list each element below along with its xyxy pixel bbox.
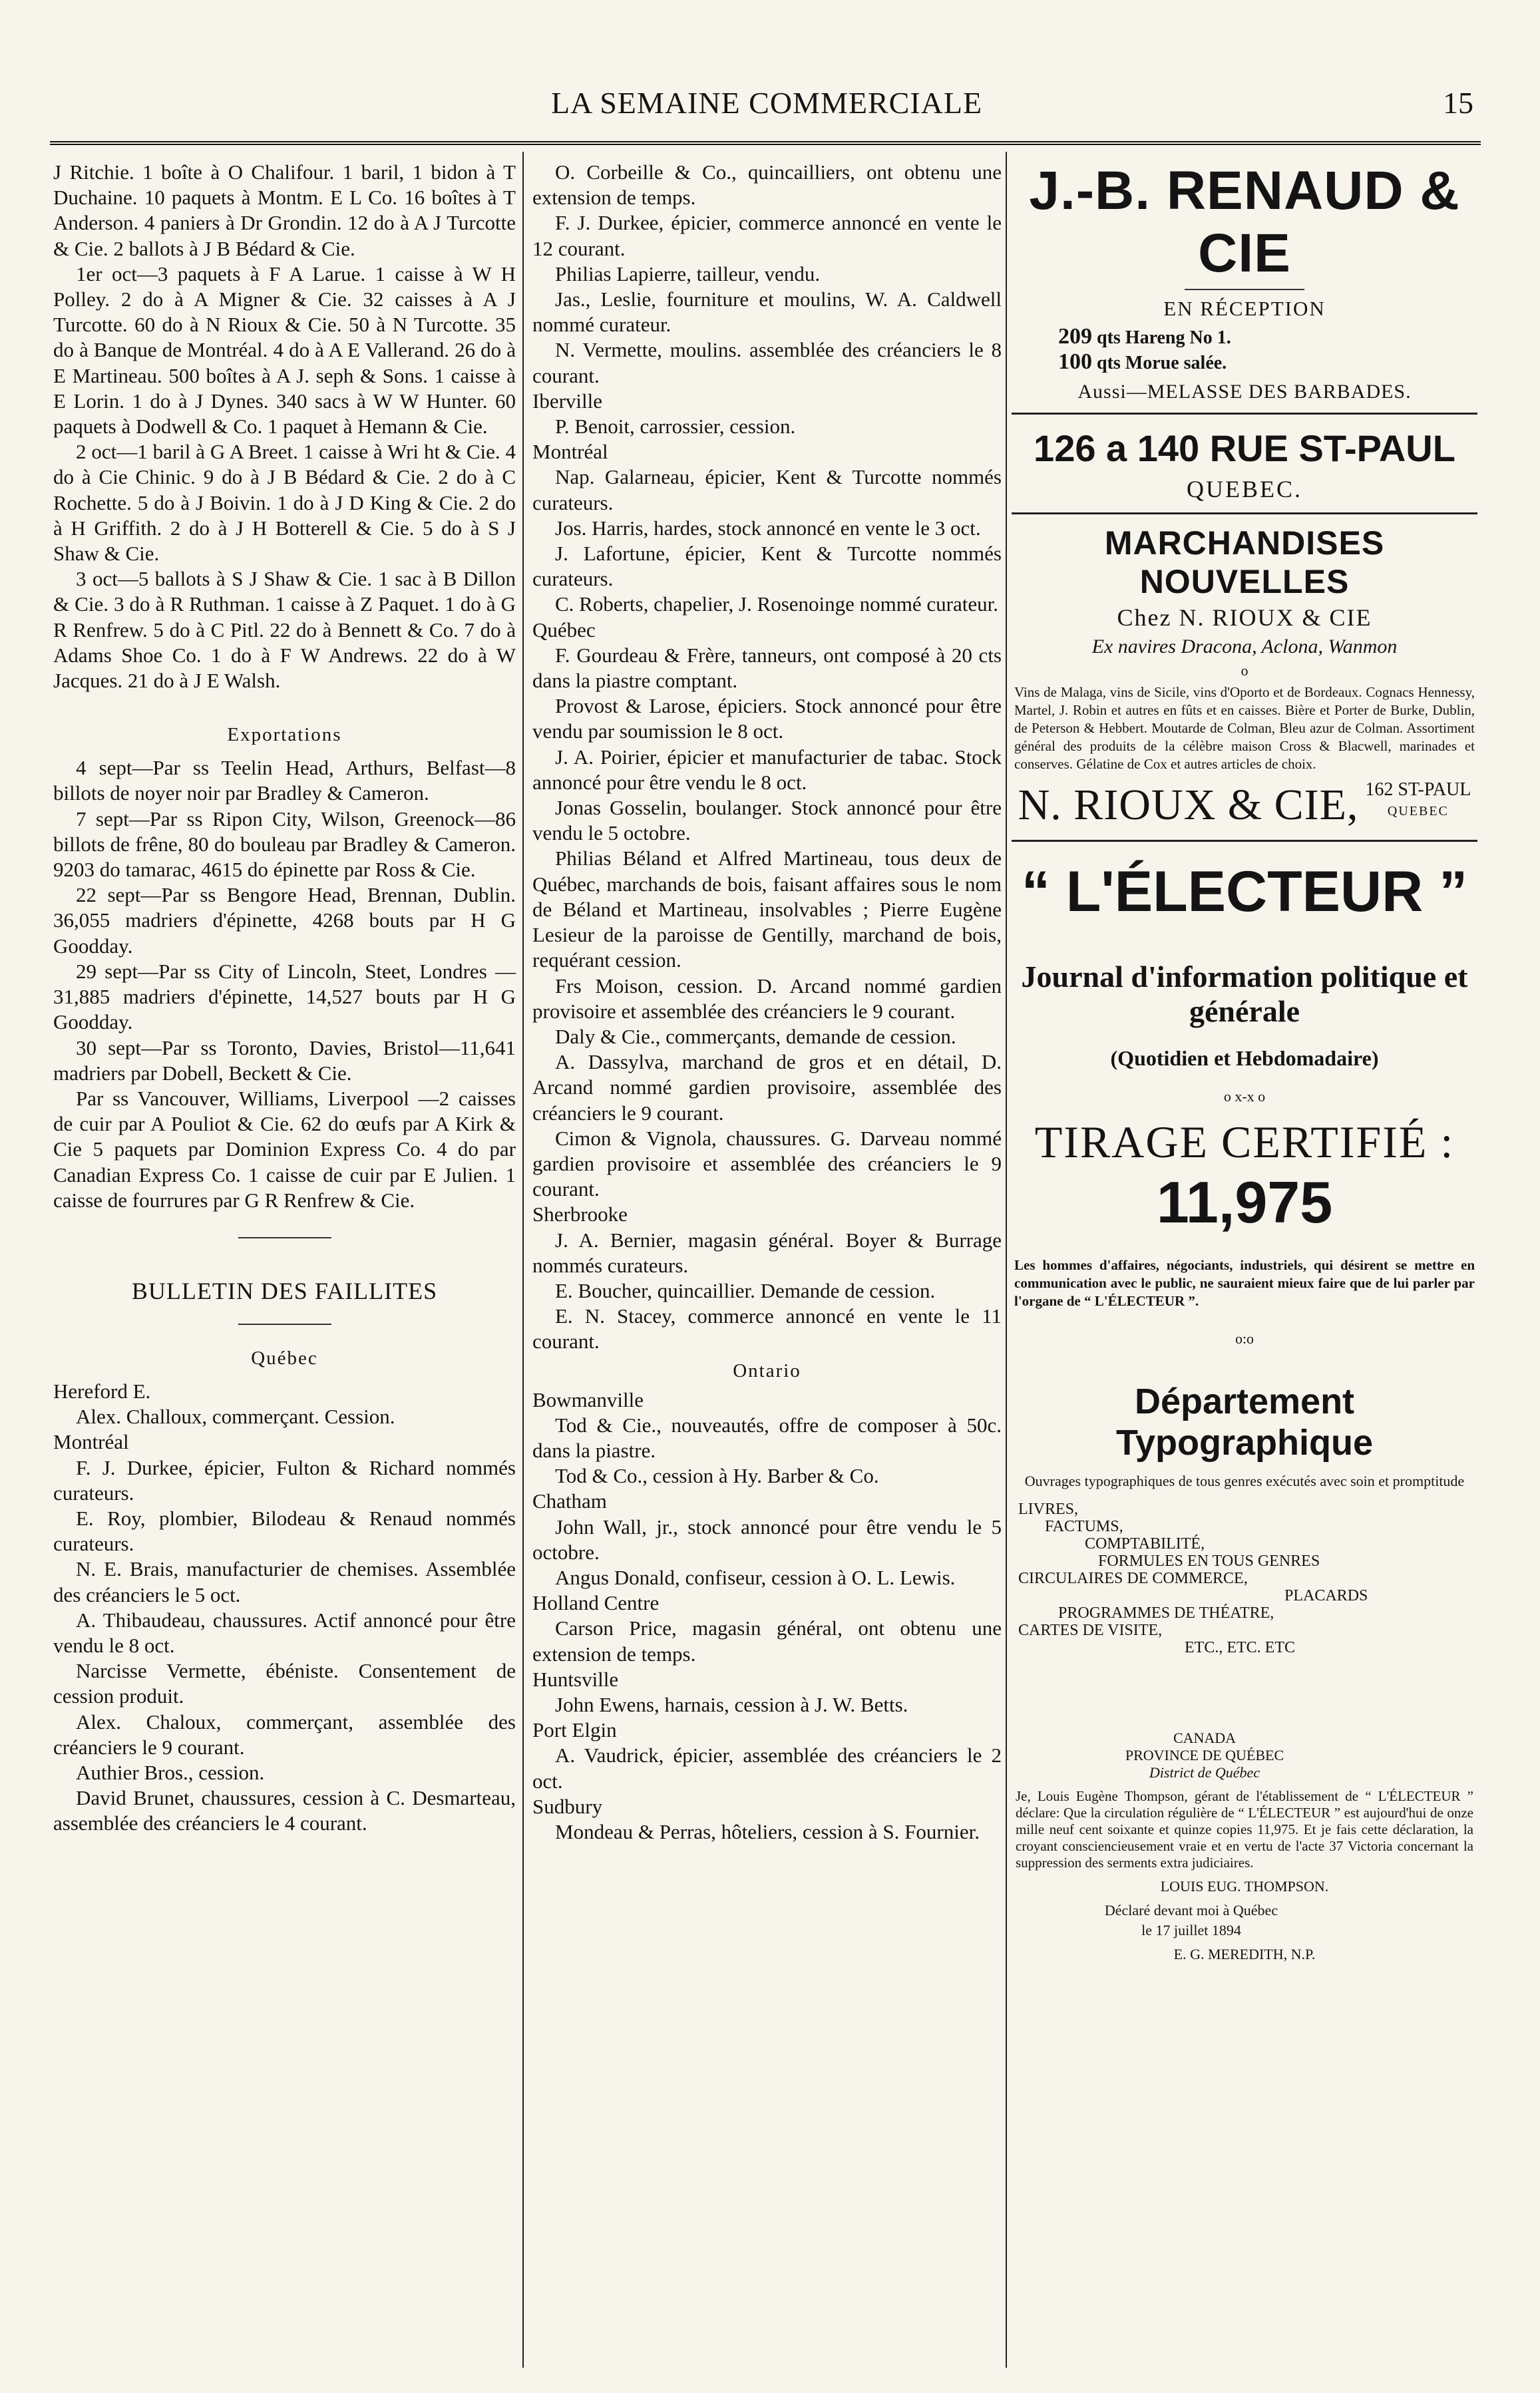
city-heading: Hereford E. xyxy=(53,1379,151,1403)
stock-item: qts Morue salée. xyxy=(1097,353,1227,373)
service-item: PROGRAMMES DE THÉATRE, xyxy=(1058,1604,1274,1622)
separator xyxy=(238,1324,331,1325)
paragraph: John Ewens, harnais, cession à J. W. Betts. xyxy=(555,1692,908,1716)
stock-quantity: 100 xyxy=(1058,349,1092,374)
affidavit-header xyxy=(1012,1730,1477,1781)
paragraph: 7 sept—Par ss Ripon City, Wilson, Greenock—86 billots de frêne, 80 do bouleau par Bradley & Cameron. 9203 do tamarac, 4615 do épinette par Ross & Cie. xyxy=(53,807,516,882)
paragraph: Alex. Chaloux, commerçant, assemblée des créanciers le 9 courant. xyxy=(53,1710,516,1759)
service-item: COMPTABILITÉ, xyxy=(1085,1535,1205,1553)
renaud-address: 126 a 140 RUE ST-PAUL xyxy=(1034,427,1455,469)
electeur-frequency: (Quotidien et Hebdomadaire) xyxy=(1110,1046,1379,1070)
column-2 xyxy=(532,160,1002,1845)
paragraph: C. Roberts, chapelier, J. Rosenoinge nommé curateur. xyxy=(555,592,998,616)
paragraph: J Ritchie. 1 boîte à O Chalifour. 1 baril, 1 bidon à T Duchaine. 10 paquets à Montm. E L Co. 16 boîtes à T Anderson. 4 paniers à Dr Grondin. 12 do à A J Turcotte & Cie. 2 ballots à J B Bédard & Cie. xyxy=(53,160,516,260)
city-heading: Chatham xyxy=(532,1489,607,1513)
separator xyxy=(238,1237,331,1238)
paragraph: O. Corbeille & Co., quincailliers, ont obtenu une extension de temps. xyxy=(532,160,1002,210)
rioux-city: QUEBEC xyxy=(1387,804,1449,819)
rioux-chez: Chez N. RIOUX & CIE xyxy=(1117,604,1372,631)
service-item: ETC., ETC. ETC xyxy=(1185,1639,1295,1656)
affidavit-declared: Déclaré devant moi à Québec xyxy=(1104,1902,1278,1919)
paragraph: P. Benoit, carrossier, cession. xyxy=(555,415,796,439)
service-item: LIVRES, xyxy=(1018,1501,1078,1518)
separator xyxy=(1185,289,1304,290)
paragraph: Nap. Galarneau, épicier, Kent & Turcotte nommés curateurs. xyxy=(532,465,1002,514)
affidavit-signer: LOUIS EUG. THOMPSON. xyxy=(1160,1878,1329,1895)
circulation-count: 11,975 xyxy=(1156,1169,1333,1235)
paragraph: Authier Bros., cession. xyxy=(76,1760,265,1784)
paragraph: Carson Price, magasin général, ont obtenu une extension de temps. xyxy=(532,1616,1002,1666)
paragraph: 30 sept—Par ss Toronto, Davies, Bristol—11,641 madriers par Dobell, Beckett & Cie. xyxy=(53,1035,516,1085)
paragraph: David Brunet, chaussures, cession à C. Desmarteau, assemblée des créanciers le 4 courant. xyxy=(53,1786,516,1835)
paragraph: Jas., Leslie, fourniture et moulins, W. A. Caldwell nommé curateur. xyxy=(532,287,1002,337)
paragraph: J. A. Bernier, magasin général. Boyer & Burrage nommés curateurs. xyxy=(532,1228,1002,1277)
notary: E. G. MEREDITH, N.P. xyxy=(1173,1946,1316,1962)
electeur-pitch: Les hommes d'affaires, négociants, industriels, qui désirent se mettre en communication avec le public, ne sauraient mieux faire que de lui parler par l'organe de “ L'ÉLECTEUR ”. xyxy=(1014,1257,1475,1309)
paragraph: Daly & Cie., commerçants, demande de cession. xyxy=(555,1024,956,1048)
electeur-subtitle: Journal d'information politique et générale xyxy=(1021,960,1468,1028)
column-divider xyxy=(522,152,524,2368)
ornament: o:o xyxy=(1235,1330,1254,1347)
paragraph: 4 sept—Par ss Teelin Head, Arthurs, Belfast—8 billots de noyer noir par Bradley & Cameron. xyxy=(53,756,516,805)
page-number: 15 xyxy=(1443,86,1473,120)
paragraph: F. J. Durkee, épicier, Fulton & Richard nommés curateurs. xyxy=(53,1455,516,1505)
stock-line xyxy=(1058,325,1477,350)
affidavit-text: Je, Louis Eugène Thompson, gérant de l'établissement de “ L'ÉLECTEUR ” déclare: Que la circulation régulière de “ L'ÉLECTEUR ” est aujourd'hui de onze mille neuf cent soixante et quinze copies 11,975. Et je fais cette déclaration, la croyant consciencieusement vraie et en vertu de l'acte 37 Victoria concernant la suppression des serments extra judiciaires. xyxy=(1016,1788,1473,1871)
column-divider xyxy=(1006,152,1007,2368)
stock-line xyxy=(1058,350,1477,375)
dept-typo-subtitle: Ouvrages typographiques de tous genres exécutés avec soin et promptitude xyxy=(1024,1473,1465,1489)
paragraph: N. E. Brais, manufacturier de chemises. Assemblée des créanciers le 5 oct. xyxy=(53,1557,516,1606)
paragraph: Angus Donald, confiseur, cession à O. L. Lewis. xyxy=(555,1565,956,1589)
paragraph: Narcisse Vermette, ébéniste. Consentement de cession produit. xyxy=(53,1659,516,1708)
paragraph: Mondeau & Perras, hôteliers, cession à S. Fournier. xyxy=(555,1820,980,1843)
section-heading: BULLETIN DES FAILLITES xyxy=(131,1277,438,1304)
renaud-city: QUEBEC. xyxy=(1187,476,1302,502)
affidavit-country: CANADA xyxy=(1173,1730,1237,1746)
rioux-address-block xyxy=(1365,780,1471,821)
tirage-heading: TIRAGE CERTIFIÉ : xyxy=(1034,1117,1455,1167)
stock-item: qts Hareng No 1. xyxy=(1097,327,1231,348)
city-heading: Sudbury xyxy=(532,1794,603,1818)
paragraph: Philias Béland et Alfred Martineau, tous deux de Québec, marchands de bois, faisant affaires sous le nom de Béland et Martineau, insolvables ; Pierre Eugène Lesieur de la paroisse de Gentilly, marchand de bois, requérant cession. xyxy=(532,846,1002,972)
paragraph: F. Gourdeau & Frère, tanneurs, ont composé à 20 cts dans la piastre comptant. xyxy=(532,643,1002,693)
city-heading: Port Elgin xyxy=(532,1718,617,1742)
service-item: FACTUMS, xyxy=(1045,1518,1123,1535)
paragraph: Tod & Co., cession à Hy. Barber & Co. xyxy=(555,1464,879,1488)
paragraph: Alex. Challoux, commerçant. Cession. xyxy=(76,1405,395,1429)
aussi-line: Aussi—MELASSE DES BARBADES. xyxy=(1077,381,1412,403)
paragraph: Frs Moison, cession. D. Arcand nommé gardien provisoire et assemblée des créanciers le 9 courant. xyxy=(532,974,1002,1023)
service-item: PLACARDS xyxy=(1284,1587,1368,1604)
ornament: o xyxy=(1241,662,1249,679)
paragraph: Jos. Harris, hardes, stock annoncé en vente le 3 oct. xyxy=(555,516,981,540)
city-heading: Sherbrooke xyxy=(532,1202,628,1226)
affidavit-province: PROVINCE DE QUÉBEC xyxy=(1125,1747,1284,1763)
paragraph: John Wall, jr., stock annoncé pour être vendu le 5 octobre. xyxy=(532,1515,1002,1564)
paragraph: Par ss Vancouver, Williams, Liverpool —2 caisses de cuir par A Pouliot & Cie. 62 do œufs par A Kirk & Cie 5 paquets par Dominion Express Co. 4 do par Canadian Express Co. 1 caisse de cuir par E Julien. 1 caisse de fourrures par G R Renfrew & Cie. xyxy=(53,1086,516,1212)
paragraph: A. Vaudrick, épicier, assemblée des créanciers le 2 oct. xyxy=(532,1744,1002,1793)
ad-rule xyxy=(1012,413,1477,415)
dept-typo-title: Département Typographique xyxy=(1116,1381,1373,1463)
city-heading: Bowmanville xyxy=(532,1387,644,1411)
paragraph: J. A. Poirier, épicier et manufacturier de tabac. Stock annoncé pour être vendu le 8 oct. xyxy=(532,745,1002,794)
paragraph: Jonas Gosselin, boulanger. Stock annoncé pour être vendu le 5 octobre. xyxy=(532,796,1002,845)
affidavit-district: District de Québec xyxy=(1149,1764,1260,1781)
paragraph: A. Thibaudeau, chaussures. Actif annoncé pour être vendu le 8 oct. xyxy=(53,1608,516,1657)
section-heading: Exportations xyxy=(227,724,342,746)
ad-rule xyxy=(1012,840,1477,842)
header-rule xyxy=(50,141,1481,145)
paragraph: 1er oct—3 paquets à F A Larue. 1 caisse à W H Polley. 2 do à A Migner & Cie. 32 caisses à A J Turcotte. 60 do à N Rioux & Cie. 50 à N Turcotte. 35 do à Banque de Montréal. 4 do à A E Vallerand. 26 do à E Martineau. 500 boîtes à A J. seph & Sons. 1 caisse à E Lorin. 1 do à J Dynes. 340 sacs à W W Hunter. 60 paquets à Dodwell & Co. 1 paquet à Hemann & Cie. xyxy=(53,262,516,439)
affidavit-date: le 17 juillet 1894 xyxy=(1141,1922,1241,1938)
paragraph: Tod & Cie., nouveautés, offre de composer à 50c. dans la piastre. xyxy=(532,1413,1002,1462)
subsection-heading: Québec xyxy=(251,1347,318,1369)
rioux-ships: Ex navires Dracona, Aclona, Wanmon xyxy=(1091,636,1398,657)
rioux-products: Vins de Malaga, vins de Sicile, vins d'Oporto et de Bordeaux. Cognacs Hennessy, Martel, J. Robin et autres en fûts et en caisses. Bière et Porter de Burke, Dublin, de Peterson & Hebbert. Moutarde de Colman, Bleu azur de Colman. Assortiment général des produits de la célèbre maison Cross & Blacwell, marinades et conserves. Gélatine de Cox et autres articles de choix. xyxy=(1014,684,1475,772)
paragraph: Philias Lapierre, tailleur, vendu. xyxy=(555,262,821,285)
electeur-title: “ L'ÉLECTEUR ” xyxy=(1021,860,1468,924)
city-heading: Iberville xyxy=(532,389,603,413)
page-header xyxy=(60,85,1473,138)
paragraph: Cimon & Vignola, chaussures. G. Darveau nommé gardien provisoire et assemblée des créanciers le 9 courant. xyxy=(532,1126,1002,1201)
ornament: o x-x o xyxy=(1223,1088,1266,1105)
city-heading: Québec xyxy=(532,618,596,642)
paragraph: N. Vermette, moulins. assemblée des créanciers le 8 courant. xyxy=(532,338,1002,387)
paragraph: F. J. Durkee, épicier, commerce annoncé en vente le 12 courant. xyxy=(532,211,1002,260)
paragraph: Provost & Larose, épiciers. Stock annoncé pour être vendu par soumission le 8 oct. xyxy=(532,694,1002,743)
services-list xyxy=(1018,1501,1477,1656)
reception-label: EN RÉCEPTION xyxy=(1163,297,1326,320)
ad-rule xyxy=(1012,512,1477,514)
paragraph: 29 sept—Par ss City of Lincoln, Steet, Londres — 31,885 madriers d'épinette, 14,527 bouts par H G Goodday. xyxy=(53,959,516,1034)
paragraph: E. Roy, plombier, Bilodeau & Renaud nommés curateurs. xyxy=(53,1506,516,1556)
column-1 xyxy=(53,160,516,1837)
service-item: CARTES DE VISITE, xyxy=(1018,1622,1163,1639)
paragraph: J. Lafortune, épicier, Kent & Turcotte nommés curateurs. xyxy=(532,542,1002,591)
service-item: CIRCULAIRES DE COMMERCE, xyxy=(1018,1570,1248,1587)
rioux-ad-title: MARCHANDISES NOUVELLES xyxy=(1104,524,1385,600)
city-heading: Montréal xyxy=(53,1430,129,1454)
paragraph: E. N. Stacey, commerce annoncé en vente le 11 courant. xyxy=(532,1304,1002,1354)
renaud-ad-title: J.-B. RENAUD & CIE xyxy=(1029,160,1460,283)
running-title: LA SEMAINE COMMERCIALE xyxy=(550,86,983,120)
city-heading: Huntsville xyxy=(532,1667,619,1691)
column-3-advertisements xyxy=(1012,160,1477,1970)
rioux-name: N. RIOUX & CIE, xyxy=(1018,781,1359,829)
service-item: FORMULES EN TOUS GENRES xyxy=(1098,1553,1320,1570)
paragraph: 3 oct—5 ballots à S J Shaw & Cie. 1 sac à B Dillon & Cie. 3 do à R Ruthman. 1 caisse à Z Paquet. 1 do à G R Renfrew. 5 do à C Pitl. 22 do à Bennett & Co. 7 do à Adams Shoe Co. 1 do à F W Andrews. 22 do à W Jacques. 21 do à J E Walsh. xyxy=(53,567,516,693)
rioux-street: 162 ST-PAUL xyxy=(1365,779,1471,800)
city-heading: Holland Centre xyxy=(532,1591,660,1615)
city-heading: Montréal xyxy=(532,440,608,464)
paragraph: A. Dassylva, marchand de gros et en détail, D. Arcand nommé gardien provisoire, assemblée des créanciers le 9 courant. xyxy=(532,1050,1002,1125)
paragraph: 22 sept—Par ss Bengore Head, Brennan, Dublin. 36,055 madriers d'épinette, 4268 bouts par H G Goodday. xyxy=(53,883,516,958)
subsection-heading: Ontario xyxy=(733,1360,801,1381)
paragraph: 2 oct—1 baril à G A Breet. 1 caisse à Wri ht & Cie. 4 do à Cie Chinic. 9 do à J B Bédard & Cie. 2 do à C Rochette. 5 do à J Boivin. 1 do à J D King & Cie. 2 do à H Griffith. 2 do à J H Botterell & Cie. 5 do à S J Shaw & Cie. xyxy=(53,440,516,566)
paragraph: E. Boucher, quincaillier. Demande de cession. xyxy=(555,1278,936,1302)
rioux-signature xyxy=(1012,780,1477,830)
stock-quantity: 209 xyxy=(1058,324,1092,349)
